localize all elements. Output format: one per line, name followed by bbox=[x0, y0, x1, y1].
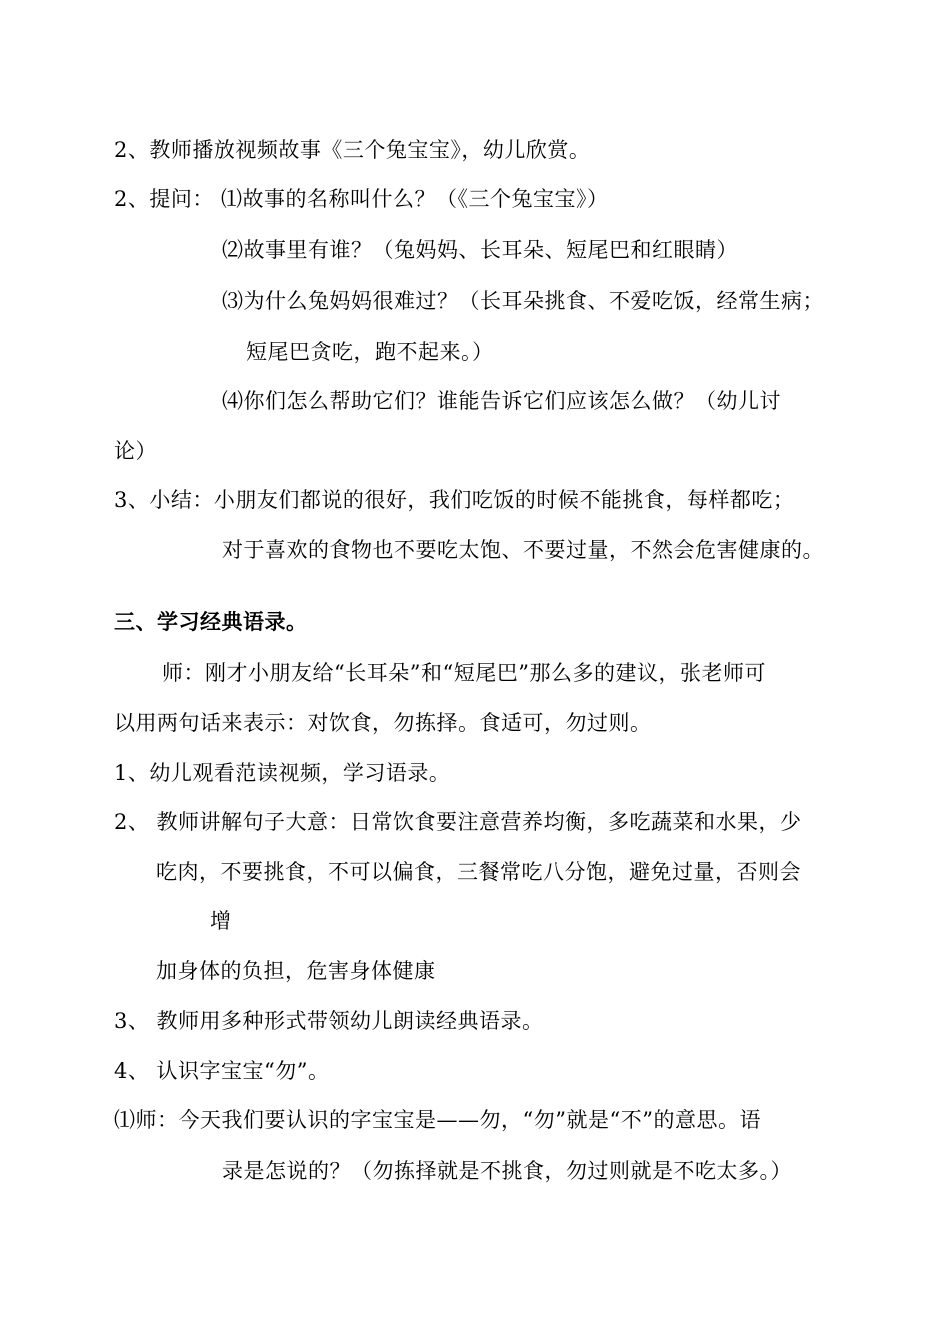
paragraph-line: 论） bbox=[114, 439, 157, 463]
paragraph-line: 对于喜欢的食物也不要吃太饱、不要过量，不然会危害健康的。 bbox=[222, 538, 824, 562]
paragraph-line: 2、提问： ⑴故事的名称叫什么？（《三个兔宝宝》） bbox=[114, 187, 609, 211]
paragraph-line: ⑷你们怎么帮助它们？谁能告诉它们应该怎么做？（幼儿讨 bbox=[222, 389, 781, 413]
paragraph-line: 录是怎说的？（勿拣择就是不挑食，勿过则就是不吃太多。） bbox=[222, 1159, 792, 1183]
paragraph-line: 短尾巴贪吃，跑不起来。） bbox=[246, 340, 494, 364]
paragraph-line: 师：刚才小朋友给“长耳朵”和“短尾巴”那么多的建议，张老师可 bbox=[162, 661, 766, 685]
paragraph-line: 4、 认识字宝宝“勿”。 bbox=[114, 1059, 330, 1083]
paragraph-line: 加身体的负担，危害身体健康 bbox=[156, 959, 436, 983]
paragraph-line: 增 bbox=[210, 909, 232, 933]
paragraph-line: ⑶为什么兔妈妈很难过？（长耳朵挑食、不爱吃饭，经常生病； bbox=[222, 289, 824, 313]
paragraph-line: 1、幼儿观看范读视频，学习语录。 bbox=[114, 761, 451, 785]
paragraph-line: 3、 教师用多种形式带领幼儿朗读经典语录。 bbox=[114, 1009, 544, 1033]
paragraph-line: 3、小结：小朋友们都说的很好，我们吃饭的时候不能挑食，每样都吃； bbox=[114, 488, 795, 512]
section-heading: 三、学习经典语录。 bbox=[114, 610, 308, 634]
paragraph-line: 以用两句话来表示：对饮食，勿拣择。食适可，勿过则。 bbox=[114, 711, 652, 735]
paragraph-line: ⑴师：今天我们要认识的字宝宝是——勿，“勿”就是“不”的意思。语 bbox=[114, 1108, 761, 1132]
paragraph-line: 吃肉，不要挑食，不可以偏食，三餐常吃八分饱，避免过量，否则会 bbox=[156, 860, 801, 884]
paragraph-line: 2、 教师讲解句子大意：日常饮食要注意营养均衡，多吃蔬菜和水果，少 bbox=[114, 810, 802, 834]
paragraph-line: 2、教师播放视频故事《三个兔宝宝》，幼儿欣赏。 bbox=[114, 138, 591, 162]
paragraph-line: ⑵故事里有谁？（兔妈妈、长耳朵、短尾巴和红眼睛） bbox=[222, 238, 738, 262]
